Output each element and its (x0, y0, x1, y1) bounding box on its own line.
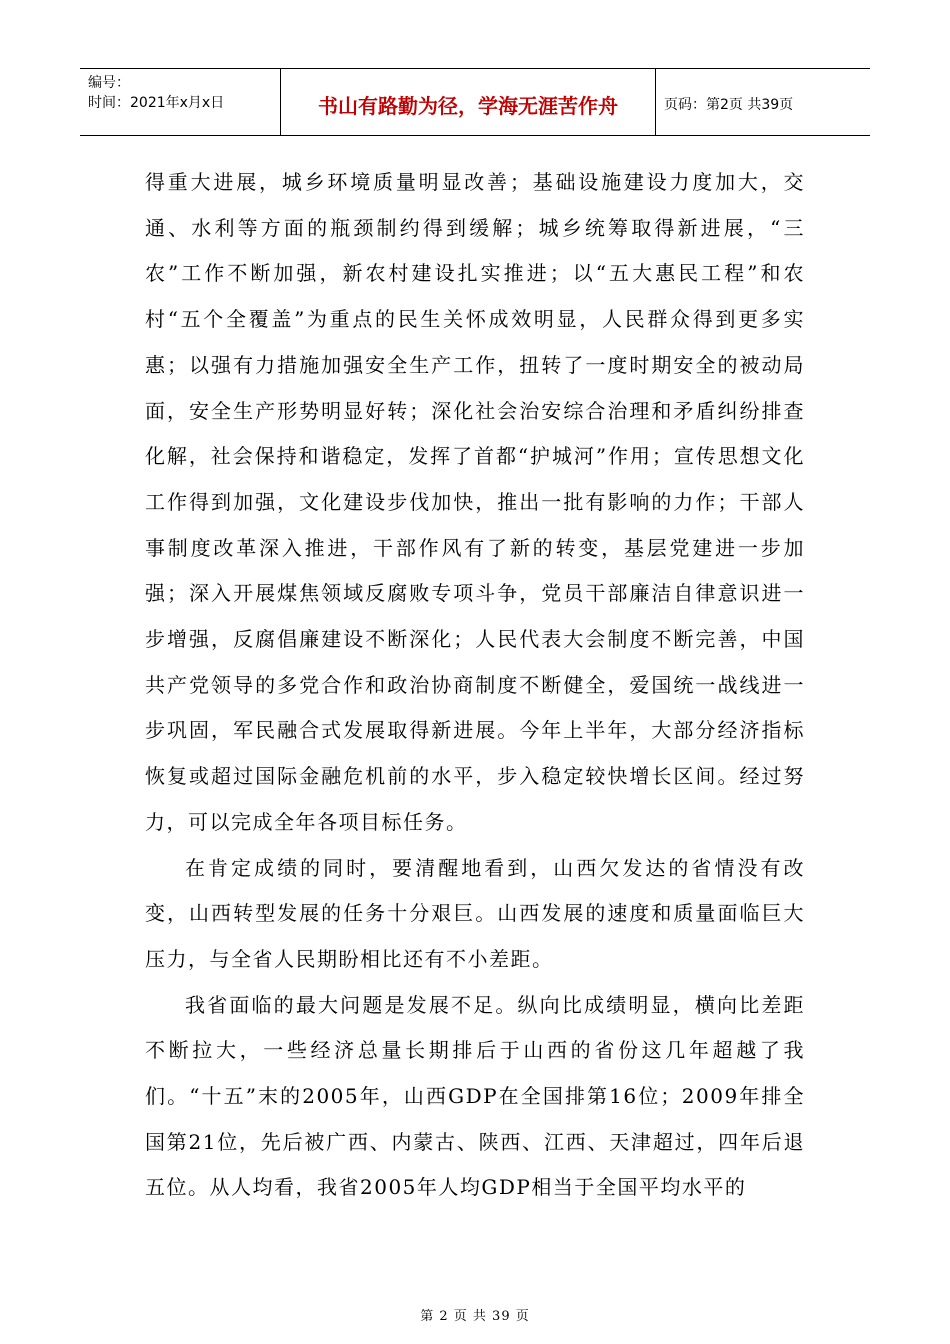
paragraph-2: 在肯定成绩的同时，要清醒地看到，山西欠发达的省情没有改变，山西转型发展的任务十分艰巨。山西发展的速度和质量面临巨大压力，与全省人民期盼相比还有不小差距。 (145, 855, 805, 971)
page-header (80, 68, 870, 136)
page-footer: 第 2 页 共 39 页 (420, 1309, 530, 1324)
document-body (145, 160, 805, 1211)
paragraph-3: 我省面临的最大问题是发展不足。纵向比成绩明显，横向比差距不断拉大，一些经济总量长期排后于山西的省份这几年超越了我们。“十五”末的2005年，山西GDP在全国排第16位；2009年排全国第21位，先后被广西、内蒙古、陕西、江西、天津超过，四年后退五位。从人均看，我省2005年人均GDP相当于全国平均水平的 (145, 992, 805, 1200)
header-time-label: 时间：2021年x月x日 (88, 95, 225, 111)
header-meta (80, 69, 281, 135)
header-page-info: 页码：第2页 共39页 (664, 97, 794, 113)
paragraph-1: 得重大进展，城乡环境质量明显改善；基础设施建设力度加大，交通、水利等方面的瓶颈制约得到缓解；城乡统筹取得新进展，“三农”工作不断加强，新农村建设扎实推进；以“五大惠民工程”和农村“五个全覆盖”为重点的民生关怀成效明显，人民群众得到更多实惠；以强有力措施加强安全生产工作，扭转了一度时期安全的被动局面，安全生产形势明显好转；深化社会治安综合治理和矛盾纠纷排查化解，社会保持和谐稳定，发挥了首都“护城河”作用；宣传思想文化工作得到加强，文化建设步伐加快，推出一批有影响的力作；干部人事制度改革深入推进，干部作风有了新的转变，基层党建进一步加强；深入开展煤焦领域反腐败专项斗争，党员干部廉洁自律意识进一步增强，反腐倡廉建设不断深化；人民代表大会制度不断完善，中国共产党领导的多党合作和政治协商制度不断健全，爱国统一战线进一步巩固，军民融合式发展取得新进展。今年上半年，大部分经济指标恢复或超过国际金融危机前的水平，步入稳定较快增长区间。经过努力，可以完成全年各项目标任务。 (145, 170, 805, 834)
header-number-label: 编号： (88, 75, 130, 91)
header-motto: 书山有路勤为径，学海无涯苦作舟 (281, 69, 656, 135)
